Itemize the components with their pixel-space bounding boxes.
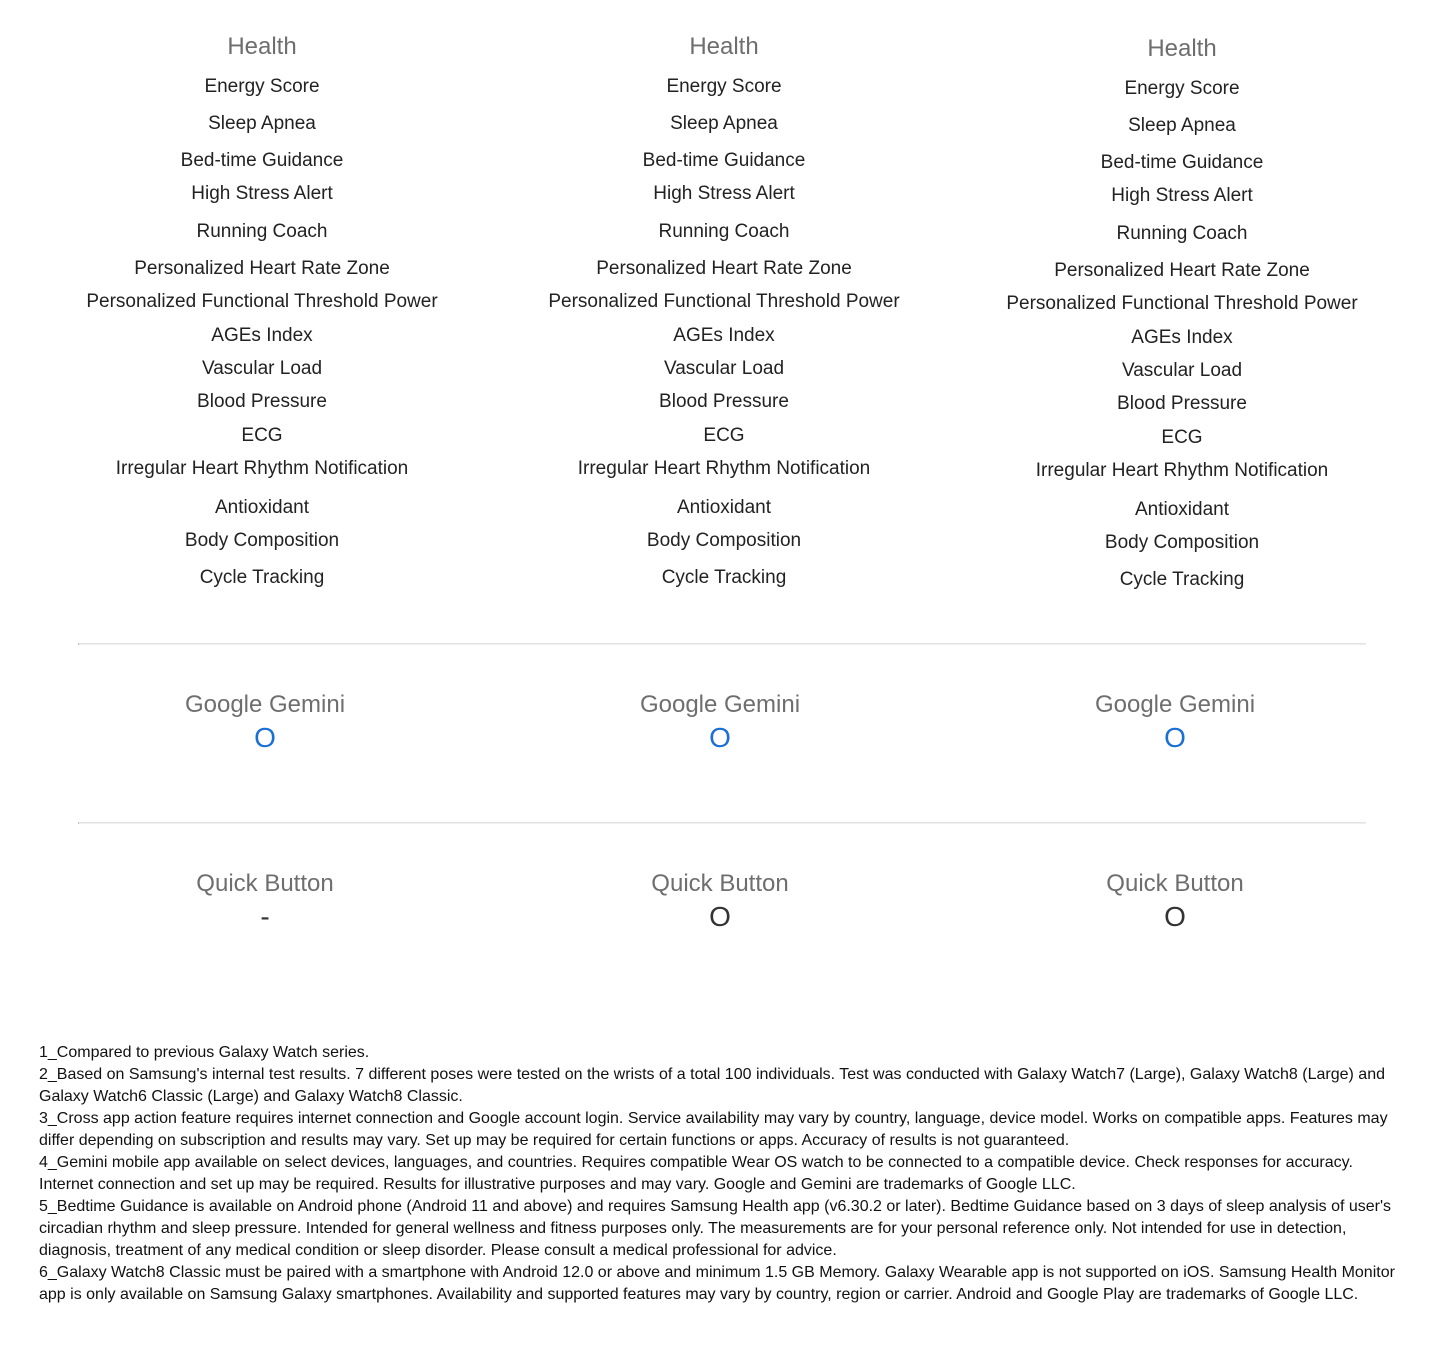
- health-heading: Health: [1147, 35, 1217, 62]
- gemini-spec-2: [570, 690, 870, 756]
- feature-threshold-power: Personalized Functional Threshold Power: [548, 291, 900, 312]
- feature-irregular-heart-rhythm: Irregular Heart Rhythm Notification: [1035, 460, 1329, 481]
- feature-sleep-apnea: Sleep Apnea: [208, 113, 316, 134]
- feature-antioxidant: Antioxidant: [214, 497, 309, 518]
- feature-high-stress-alert: High Stress Alert: [191, 183, 333, 204]
- feature-antioxidant: Antioxidant: [1134, 499, 1229, 520]
- feature-heart-rate-zone: Personalized Heart Rate Zone: [1054, 260, 1310, 281]
- quick-button-label: Quick Button: [651, 870, 789, 897]
- feature-irregular-heart-rhythm: Irregular Heart Rhythm Notification: [115, 458, 409, 479]
- quick-button-spec-3: [1025, 869, 1325, 935]
- feature-running-coach: Running Coach: [1116, 223, 1248, 244]
- feature-heart-rate-zone: Personalized Heart Rate Zone: [134, 258, 390, 279]
- quick-button-label: Quick Button: [1106, 870, 1244, 897]
- feature-energy-score: Energy Score: [1124, 78, 1240, 99]
- feature-vascular-load: Vascular Load: [201, 358, 323, 379]
- feature-sleep-apnea: Sleep Apnea: [1128, 115, 1236, 136]
- feature-cycle-tracking: Cycle Tracking: [661, 567, 787, 588]
- feature-threshold-power: Personalized Functional Threshold Power: [86, 291, 438, 312]
- footnote-3: 3_Cross app action feature requires internet connection and Google account login. Service availability may vary by country, language, device model. Works on compatible apps. Features may differ depending on subscription and results may vary. Set up may be required for certain functions or apps. Accuracy of results is not guaranteed.: [39, 1110, 1388, 1149]
- section-divider: [78, 822, 1366, 824]
- feature-ages-index: AGEs Index: [1131, 327, 1233, 348]
- health-heading: Health: [227, 33, 297, 60]
- feature-energy-score: Energy Score: [666, 76, 782, 97]
- feature-ecg: ECG: [703, 425, 745, 446]
- feature-bedtime-guidance: Bed-time Guidance: [1100, 152, 1264, 173]
- feature-high-stress-alert: High Stress Alert: [653, 183, 795, 204]
- feature-vascular-load: Vascular Load: [663, 358, 785, 379]
- feature-body-composition: Body Composition: [1104, 532, 1260, 553]
- feature-bedtime-guidance: Bed-time Guidance: [642, 150, 806, 171]
- section-divider: [78, 643, 1366, 645]
- quick-button-support-mark: -: [260, 901, 270, 932]
- gemini-support-mark: O: [254, 722, 276, 753]
- gemini-label: Google Gemini: [1094, 691, 1256, 718]
- health-column-3: [982, 30, 1382, 590]
- feature-blood-pressure: Blood Pressure: [197, 391, 327, 412]
- feature-blood-pressure: Blood Pressure: [659, 391, 789, 412]
- gemini-support-mark: O: [709, 722, 731, 753]
- feature-sleep-apnea: Sleep Apnea: [670, 113, 778, 134]
- feature-blood-pressure: Blood Pressure: [1117, 393, 1247, 414]
- feature-body-composition: Body Composition: [646, 530, 802, 551]
- footnotes: [39, 1042, 1409, 1306]
- quick-button-support-mark: O: [1164, 901, 1186, 932]
- health-column-1: [62, 28, 462, 588]
- footnote-5: 5_Bedtime Guidance is available on Android phone (Android 11 and above) and requires Samsung Health app (v6.30.2 or later). Bedtime Guidance based on 3 days of sleep analysis of user's circadian rhythm and sleep pressure. Intended for general wellness and fitness purposes only. The measurements are for your personal reference only. Not intended for use in detection, diagnosis, treatment of any medical condition or sleep disorder. Please consult a medical professional for advice.: [39, 1198, 1392, 1259]
- feature-bedtime-guidance: Bed-time Guidance: [180, 150, 344, 171]
- feature-energy-score: Energy Score: [204, 76, 320, 97]
- feature-cycle-tracking: Cycle Tracking: [199, 567, 325, 588]
- quick-button-label: Quick Button: [196, 870, 334, 897]
- quick-button-spec-1: [115, 869, 415, 935]
- gemini-support-mark: O: [1164, 722, 1186, 753]
- feature-high-stress-alert: High Stress Alert: [1111, 185, 1253, 206]
- health-heading: Health: [689, 33, 759, 60]
- footnote-6: 6_Galaxy Watch8 Classic must be paired with a smartphone with Android 12.0 or above and minimum 1.5 GB Memory. Galaxy Wearable app is not supported on iOS. Samsung Health Monitor app is only available on Samsung Galaxy smartphones. Availability and supported features may vary by country, region or carrier. Android and Google Play are trademarks of Google LLC.: [39, 1264, 1395, 1303]
- gemini-spec-1: [115, 690, 415, 756]
- feature-vascular-load: Vascular Load: [1121, 360, 1243, 381]
- footnote-1: 1_Compared to previous Galaxy Watch series.: [39, 1044, 370, 1061]
- feature-running-coach: Running Coach: [658, 221, 790, 242]
- feature-running-coach: Running Coach: [196, 221, 328, 242]
- feature-ages-index: AGEs Index: [673, 325, 775, 346]
- feature-antioxidant: Antioxidant: [676, 497, 771, 518]
- feature-ecg: ECG: [241, 425, 283, 446]
- footnote-2: 2_Based on Samsung's internal test results. 7 different poses were tested on the wrists of a total 100 individuals. Test was conducted with Galaxy Watch7 (Large), Galaxy Watch8 (Large) and Galaxy Watch6 Classic (Large) and Galaxy Watch8 Classic.: [39, 1066, 1385, 1105]
- feature-irregular-heart-rhythm: Irregular Heart Rhythm Notification: [577, 458, 871, 479]
- health-column-2: [524, 28, 924, 588]
- feature-ecg: ECG: [1161, 427, 1203, 448]
- footnote-4: 4_Gemini mobile app available on select devices, languages, and countries. Requires compatible Wear OS watch to be connected to a compatible device. Check responses for accuracy. Internet connection and set up may be required. Results for illustrative purposes and may vary. Google and Gemini are trademarks of Google LLC.: [39, 1154, 1353, 1193]
- quick-button-spec-2: [570, 869, 870, 935]
- gemini-label: Google Gemini: [184, 691, 346, 718]
- quick-button-support-mark: O: [709, 901, 731, 932]
- feature-cycle-tracking: Cycle Tracking: [1119, 569, 1245, 590]
- feature-ages-index: AGEs Index: [211, 325, 313, 346]
- feature-body-composition: Body Composition: [184, 530, 340, 551]
- feature-heart-rate-zone: Personalized Heart Rate Zone: [596, 258, 852, 279]
- gemini-spec-3: [1025, 690, 1325, 756]
- feature-threshold-power: Personalized Functional Threshold Power: [1006, 293, 1358, 314]
- gemini-label: Google Gemini: [639, 691, 801, 718]
